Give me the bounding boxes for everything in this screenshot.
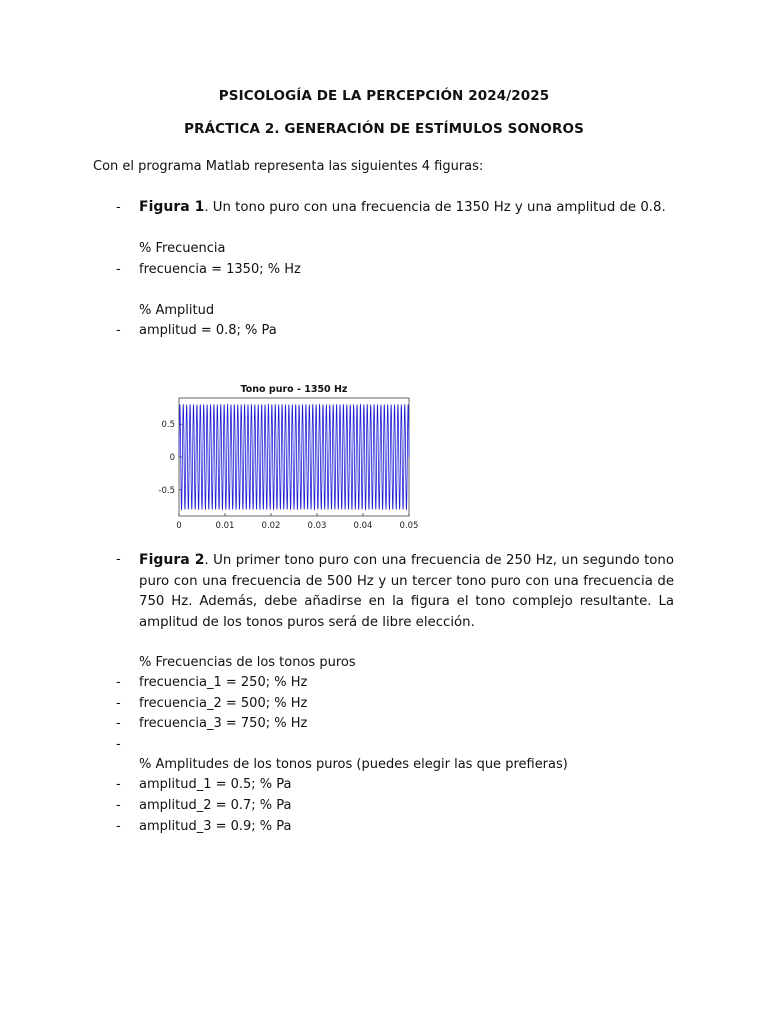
x-tick-label: 0.05: [399, 521, 419, 528]
chart-title: Tono puro - 1350 Hz: [240, 384, 348, 395]
figure2-amp-comment: % Amplitudes de los tonos puros (puedes elegir las que prefieras): [139, 757, 568, 772]
x-tick-label: 0.02: [261, 521, 281, 528]
x-tick-label: 0: [176, 521, 182, 528]
x-tick-label: 0.01: [215, 521, 235, 528]
list-bullet: -: [116, 200, 121, 215]
list-bullet: -: [116, 262, 121, 277]
y-tick-label: -0.5: [158, 485, 175, 496]
intro-text: Con el programa Matlab representa las siguientes 4 figuras:: [93, 159, 484, 174]
figure2-freq-comment: % Frecuencias de los tonos puros: [139, 655, 356, 670]
figure2-text: . Un primer tono puro con una frecuencia de 250 Hz, un segundo tono puro con una frecuencia de 500 Hz y un tercer tono puro con una frecuencia de 750 Hz. Además, debe añadirse en la figura el tono complejo resultante. La amplitud de los tonos puros será de libre elección.: [139, 553, 674, 630]
y-tick-label: 0: [169, 453, 175, 463]
x-tick-label: 0.04: [353, 521, 373, 528]
figure1-text: . Un tono puro con una frecuencia de 1350 Hz y una amplitud de 0.8.: [204, 200, 666, 215]
list-bullet: -: [116, 777, 121, 792]
list-bullet: -: [116, 552, 121, 567]
x-tick-label: 0.03: [307, 521, 327, 528]
figure2-amp-code-2: amplitud_2 = 0.7; % Pa: [139, 798, 292, 813]
figure1-label: Figura 1: [139, 199, 205, 215]
figure2-freq-code-3: frecuencia_3 = 750; % Hz: [139, 716, 308, 731]
list-bullet: -: [116, 737, 121, 752]
figure2-amp-code-1: amplitud_1 = 0.5; % Pa: [139, 777, 292, 792]
figure2-label: Figura 2: [139, 552, 205, 568]
figure2-freq-code-1: frecuencia_1 = 250; % Hz: [139, 675, 308, 690]
document-title: PSICOLOGÍA DE LA PERCEPCIÓN 2024/2025: [218, 88, 550, 104]
figure2-freq-code-2: frecuencia_2 = 500; % Hz: [139, 696, 308, 711]
figure2-amp-code-3: amplitud_3 = 0.9; % Pa: [139, 819, 292, 834]
list-bullet: -: [116, 675, 121, 690]
tone-chart: [140, 378, 430, 528]
figure1-freq-comment: % Frecuencia: [139, 241, 226, 256]
figure1-amp-code: amplitud = 0.8; % Pa: [139, 323, 277, 338]
list-bullet: -: [116, 798, 121, 813]
figure2-description: [139, 550, 674, 633]
document-subtitle: PRÁCTICA 2. GENERACIÓN DE ESTÍMULOS SONOROS: [184, 121, 584, 137]
figure1-description: [139, 199, 666, 215]
list-bullet: -: [116, 819, 121, 834]
y-tick-label: 0.5: [161, 420, 175, 431]
list-bullet: -: [116, 716, 121, 731]
figure1-freq-code: frecuencia = 1350; % Hz: [139, 262, 301, 277]
figure1-amp-comment: % Amplitud: [139, 303, 215, 318]
list-bullet: -: [116, 696, 121, 711]
list-bullet: -: [116, 323, 121, 338]
